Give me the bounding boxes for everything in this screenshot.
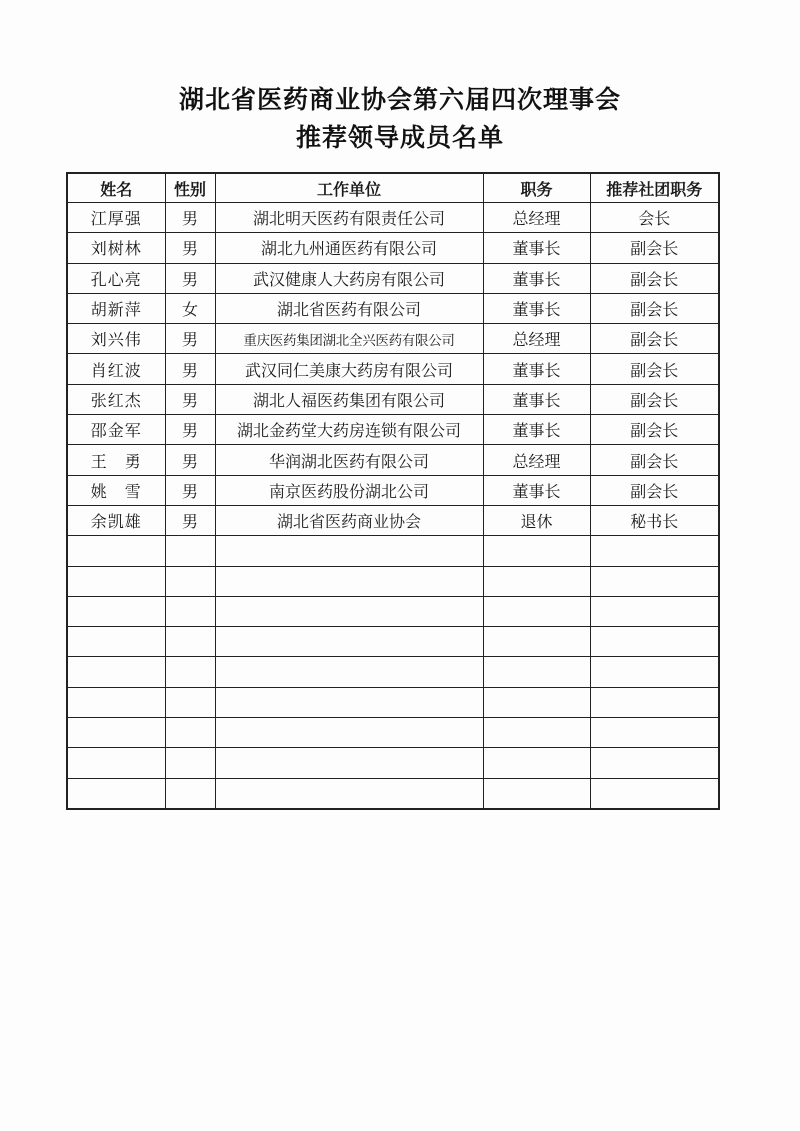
cell-position: 董事长	[483, 233, 590, 263]
document-title: 湖北省医药商业协会第六届四次理事会	[178, 85, 621, 114]
cell-sex: 男	[165, 263, 215, 293]
empty-cell	[67, 596, 165, 626]
empty-cell	[165, 566, 215, 596]
cell-position: 总经理	[483, 203, 590, 233]
cell-role: 副会长	[590, 293, 719, 323]
empty-table-row	[67, 718, 719, 748]
cell-unit: 湖北九州通医药有限公司	[215, 233, 483, 263]
empty-table-row	[67, 627, 719, 657]
cell-position: 退休	[483, 505, 590, 535]
empty-cell	[165, 536, 215, 566]
cell-name: 张红杰	[67, 384, 165, 414]
empty-cell	[590, 566, 719, 596]
cell-role: 副会长	[590, 354, 719, 384]
cell-position: 董事长	[483, 354, 590, 384]
cell-sex: 男	[165, 505, 215, 535]
empty-cell	[483, 718, 590, 748]
cell-sex: 女	[165, 293, 215, 323]
empty-table-row	[67, 748, 719, 778]
table-row	[67, 415, 719, 445]
empty-cell	[67, 627, 165, 657]
cell-role: 副会长	[590, 233, 719, 263]
empty-cell	[67, 748, 165, 778]
empty-cell	[483, 627, 590, 657]
empty-cell	[215, 596, 483, 626]
empty-cell	[590, 536, 719, 566]
cell-unit: 华润湖北医药有限公司	[215, 445, 483, 475]
empty-cell	[165, 627, 215, 657]
cell-name: 邵金军	[67, 415, 165, 445]
cell-role: 副会长	[590, 324, 719, 354]
empty-cell	[67, 687, 165, 717]
empty-cell	[590, 657, 719, 687]
cell-sex: 男	[165, 354, 215, 384]
empty-cell	[215, 718, 483, 748]
empty-cell	[165, 748, 215, 778]
cell-unit: 湖北省医药商业协会	[215, 505, 483, 535]
member-table	[66, 172, 720, 810]
table-row	[67, 263, 719, 293]
table-row	[67, 445, 719, 475]
empty-cell	[215, 657, 483, 687]
empty-cell	[67, 718, 165, 748]
cell-sex: 男	[165, 415, 215, 445]
header-unit: 工作单位	[215, 173, 483, 203]
cell-position: 总经理	[483, 324, 590, 354]
cell-position: 董事长	[483, 415, 590, 445]
cell-name: 肖红波	[67, 354, 165, 384]
cell-position: 董事长	[483, 293, 590, 323]
empty-table-row	[67, 778, 719, 809]
empty-cell	[215, 627, 483, 657]
empty-table-row	[67, 596, 719, 626]
empty-cell	[67, 536, 165, 566]
empty-table-row	[67, 566, 719, 596]
empty-cell	[483, 657, 590, 687]
cell-role: 副会长	[590, 384, 719, 414]
empty-cell	[67, 566, 165, 596]
empty-cell	[67, 778, 165, 809]
cell-name: 胡新萍	[67, 293, 165, 323]
table-row	[67, 324, 719, 354]
cell-sex: 男	[165, 384, 215, 414]
empty-cell	[590, 778, 719, 809]
cell-unit: 武汉健康人大药房有限公司	[215, 263, 483, 293]
empty-table-row	[67, 657, 719, 687]
empty-cell	[590, 627, 719, 657]
cell-sex: 男	[165, 324, 215, 354]
cell-role: 秘书长	[590, 505, 719, 535]
empty-cell	[215, 687, 483, 717]
empty-cell	[483, 596, 590, 626]
cell-unit: 南京医药股份湖北公司	[215, 475, 483, 505]
header-role: 推荐社团职务	[590, 173, 719, 203]
empty-cell	[165, 596, 215, 626]
cell-unit: 重庆医药集团湖北全兴医药有限公司	[215, 324, 483, 354]
empty-cell	[215, 536, 483, 566]
empty-cell	[165, 657, 215, 687]
cell-name: 孔心亮	[67, 263, 165, 293]
cell-unit: 湖北省医药有限公司	[215, 293, 483, 323]
cell-name: 姚 雪	[67, 475, 165, 505]
cell-name: 余凯雄	[67, 505, 165, 535]
table-row	[67, 293, 719, 323]
empty-cell	[165, 778, 215, 809]
cell-role: 副会长	[590, 475, 719, 505]
empty-cell	[215, 748, 483, 778]
empty-cell	[215, 778, 483, 809]
cell-sex: 男	[165, 233, 215, 263]
table-row	[67, 233, 719, 263]
empty-cell	[483, 536, 590, 566]
table-row	[67, 384, 719, 414]
cell-sex: 男	[165, 445, 215, 475]
empty-cell	[483, 687, 590, 717]
empty-cell	[67, 657, 165, 687]
table-row	[67, 475, 719, 505]
cell-name: 刘树林	[67, 233, 165, 263]
empty-cell	[165, 687, 215, 717]
document-subtitle: 推荐领导成员名单	[295, 123, 504, 152]
header-sex: 性别	[165, 173, 215, 203]
cell-role: 会长	[590, 203, 719, 233]
cell-name: 刘兴伟	[67, 324, 165, 354]
empty-table-row	[67, 536, 719, 566]
cell-role: 副会长	[590, 263, 719, 293]
empty-cell	[590, 718, 719, 748]
cell-role: 副会长	[590, 415, 719, 445]
cell-unit: 湖北人福医药集团有限公司	[215, 384, 483, 414]
empty-cell	[215, 566, 483, 596]
empty-cell	[483, 778, 590, 809]
table-row	[67, 354, 719, 384]
cell-sex: 男	[165, 203, 215, 233]
cell-unit: 湖北金药堂大药房连锁有限公司	[215, 415, 483, 445]
cell-unit: 湖北明天医药有限责任公司	[215, 203, 483, 233]
empty-cell	[590, 596, 719, 626]
cell-position: 董事长	[483, 475, 590, 505]
cell-sex: 男	[165, 475, 215, 505]
cell-position: 董事长	[483, 384, 590, 414]
empty-cell	[590, 687, 719, 717]
empty-cell	[165, 718, 215, 748]
cell-name: 王 勇	[67, 445, 165, 475]
empty-table-row	[67, 687, 719, 717]
empty-cell	[483, 566, 590, 596]
cell-name: 江厚强	[67, 203, 165, 233]
header-position: 职务	[483, 173, 590, 203]
table-row	[67, 505, 719, 535]
empty-cell	[483, 748, 590, 778]
table-header-row	[67, 173, 719, 203]
cell-unit: 武汉同仁美康大药房有限公司	[215, 354, 483, 384]
empty-cell	[590, 748, 719, 778]
header-name: 姓名	[67, 173, 165, 203]
cell-position: 董事长	[483, 263, 590, 293]
cell-position: 总经理	[483, 445, 590, 475]
cell-role: 副会长	[590, 445, 719, 475]
table-row	[67, 203, 719, 233]
